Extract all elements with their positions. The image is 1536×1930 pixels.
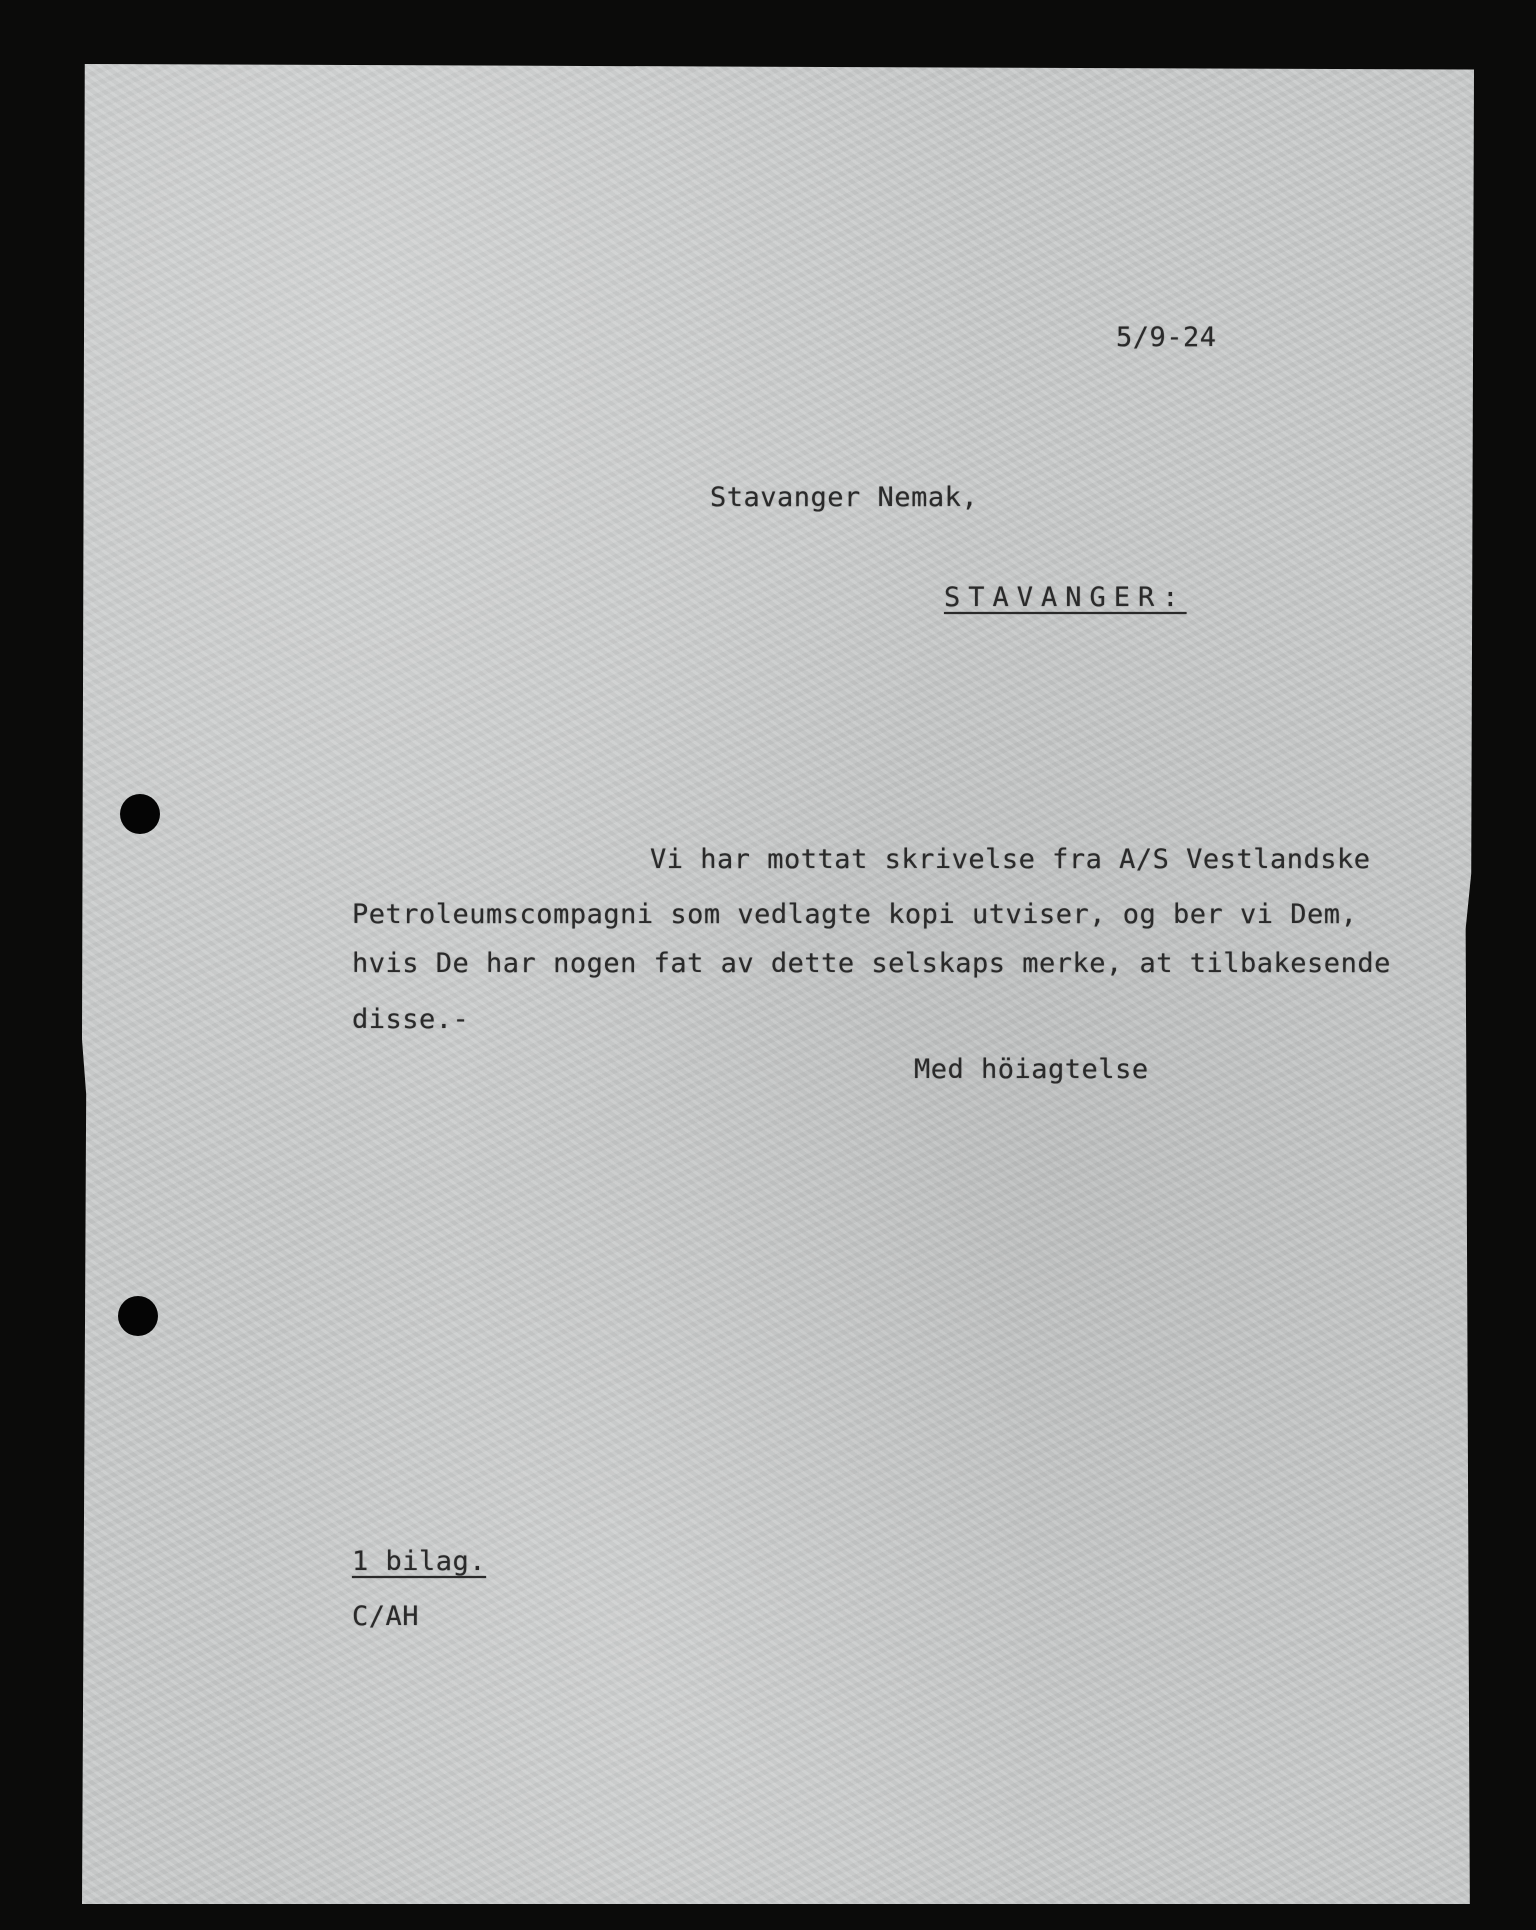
body-line-4: disse.- xyxy=(352,1004,470,1035)
body-line-2: Petroleumscompagni som vedlagte kopi utviser, og ber vi Dem, xyxy=(352,899,1358,930)
enclosure-note: 1 bilag. xyxy=(352,1546,487,1577)
letter-date: 5/9-24 xyxy=(1116,322,1217,353)
recipient-name: Stavanger Nemak, xyxy=(710,482,979,513)
recipient-city: STAVANGER: xyxy=(944,582,1187,613)
typist-initials: C/AH xyxy=(352,1601,420,1632)
body-line-1: Vi har mottat skrivelse fra A/S Vestlandske xyxy=(650,844,1371,875)
punch-hole-top xyxy=(120,794,160,834)
closing-salutation: Med höiagtelse xyxy=(914,1054,1149,1085)
punch-hole-bottom xyxy=(118,1296,158,1336)
letter-sheet xyxy=(82,64,1474,1904)
body-line-3: hvis De har nogen fat av dette selskaps merke, at tilbakesende xyxy=(352,948,1391,979)
